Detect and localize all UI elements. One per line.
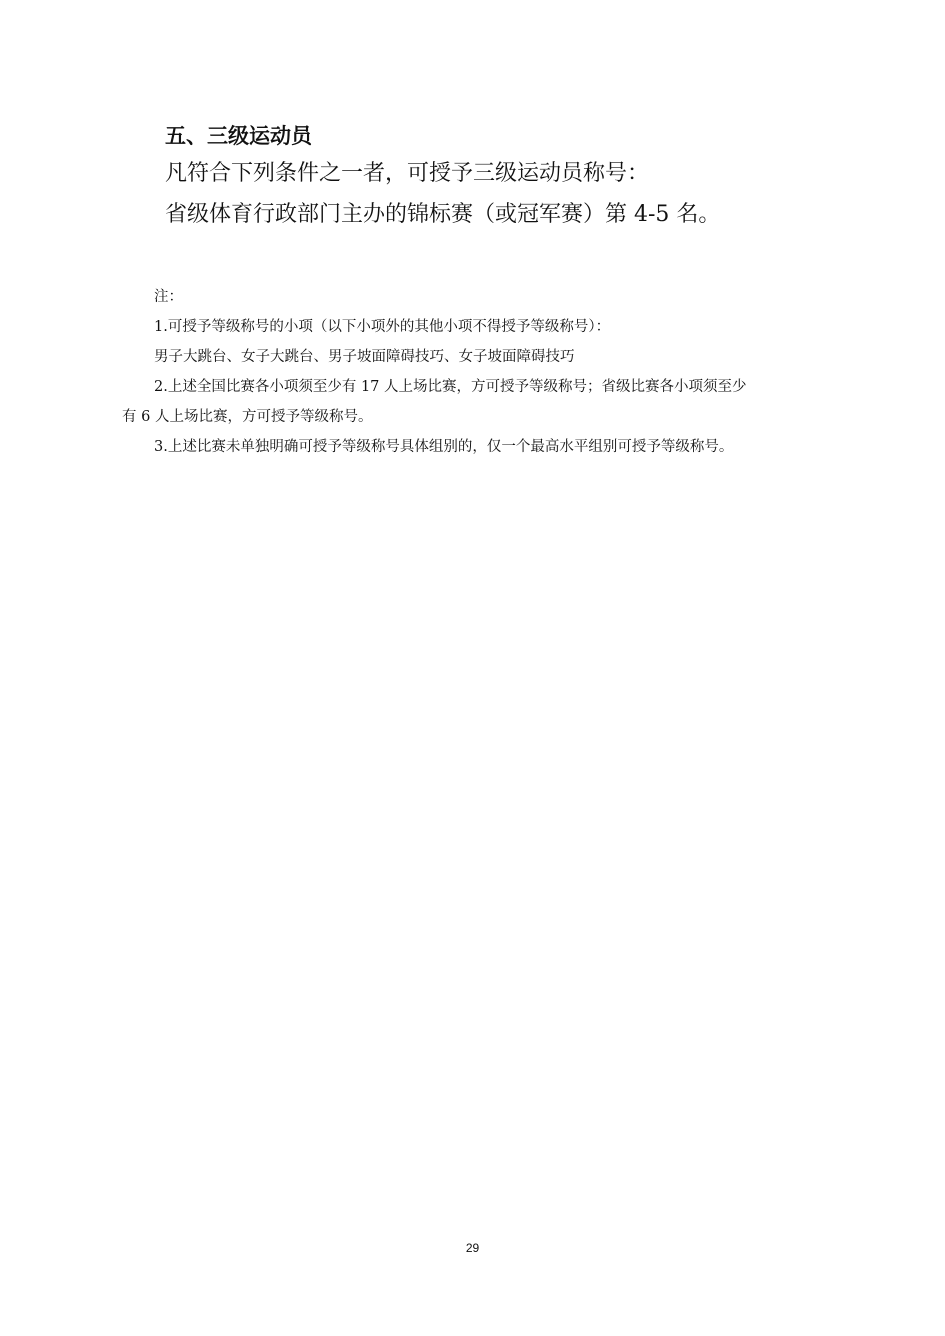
section-title: 五、三级运动员 bbox=[165, 124, 312, 148]
condition-item: 省级体育行政部门主办的锦标赛（或冠军赛）第 4-5 名。 bbox=[165, 202, 721, 227]
note-item-2: 2.上述全国比赛各小项须至少有 17 人上场比赛，方可授予等级称号；省级比赛各小项须至少 bbox=[154, 379, 747, 395]
note-item-1: 1.可授予等级称号的小项（以下小项外的其他小项不得授予等级称号）： bbox=[154, 319, 611, 335]
note-item-2-continued: 有 6 人上场比赛，方可授予等级称号。 bbox=[122, 409, 373, 425]
notes-heading: 注： bbox=[154, 289, 183, 305]
condition-intro: 凡符合下列条件之一者，可授予三级运动员称号： bbox=[165, 161, 650, 186]
notes-block bbox=[122, 282, 842, 462]
note-item-3: 3.上述比赛未单独明确可授予等级称号具体组别的，仅一个最高水平组别可授予等级称号。 bbox=[154, 439, 734, 455]
page-number: 29 bbox=[465, 1241, 480, 1255]
note-item-events: 男子大跳台、女子大跳台、男子坡面障碍技巧、女子坡面障碍技巧 bbox=[154, 349, 575, 365]
